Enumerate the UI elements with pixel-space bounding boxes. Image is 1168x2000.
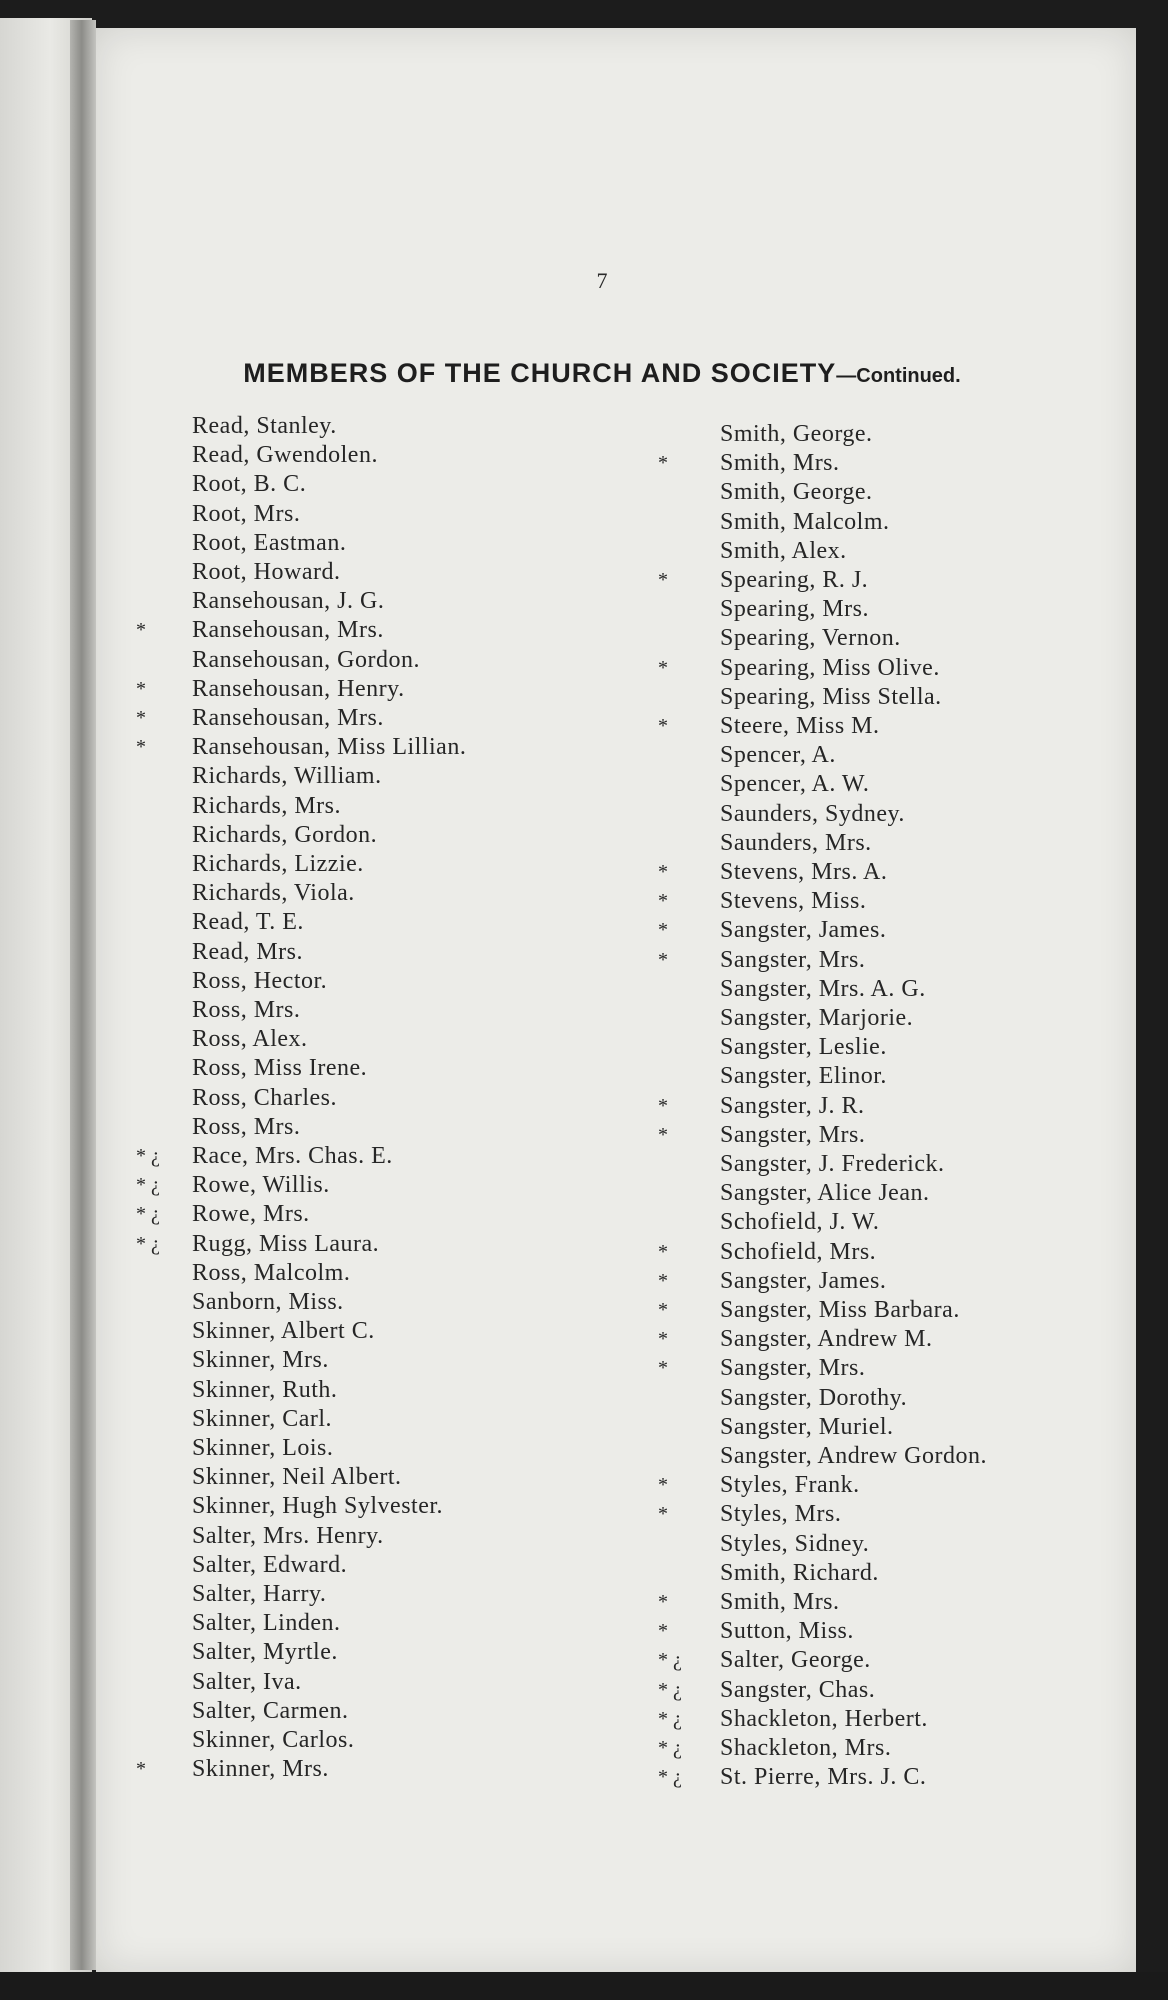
member-entry: Read, Mrs. [192, 938, 303, 965]
member-entry: Sangster, Mrs. A. G. [720, 975, 926, 1002]
member-entry: Ross, Mrs. [192, 997, 301, 1023]
member-mark: * [658, 656, 668, 679]
member-mark: * [658, 1269, 668, 1292]
member-mark: * [136, 619, 146, 642]
member-entry: Root, B. C. [192, 471, 307, 498]
member-mark: * [658, 569, 668, 591]
member-entry: Steere, Miss M. [720, 713, 880, 739]
member-entry: Ross, Mrs. [192, 1113, 301, 1140]
member-entry: Root, Eastman. [192, 529, 347, 556]
member-mark: * [136, 736, 146, 759]
member-entry: Salter, Carmen. [192, 1697, 349, 1724]
member-entry: Ross, Miss Irene. [192, 1055, 368, 1082]
member-entry: Ross, Malcolm. [192, 1259, 351, 1286]
member-mark: * [136, 677, 146, 700]
member-mark: * [658, 890, 668, 913]
book-spine [70, 20, 96, 1970]
member-entry: Spearing, Miss Stella. [720, 683, 942, 710]
member-entry: Ross, Charles. [192, 1084, 337, 1111]
member-entry: Sangster, Mrs. [720, 1121, 866, 1148]
member-entry: Salter, Mrs. Henry. [192, 1522, 384, 1549]
member-entry: St. Pierre, Mrs. J. C. [720, 1764, 927, 1791]
member-mark: * ¿ [658, 1649, 682, 1672]
member-entry: Salter, Linden. [192, 1610, 341, 1637]
member-entry: Ransehousan, Henry. [192, 675, 405, 702]
member-mark: * [658, 1328, 668, 1351]
member-mark: * ¿ [658, 1737, 682, 1759]
member-entry: Smith, Mrs. [720, 1589, 840, 1615]
page-number: 7 [596, 268, 608, 293]
member-entry: Sangster, J. Frederick. [720, 1151, 945, 1177]
member-entry: Spearing, Mrs. [720, 596, 869, 623]
member-entry: Race, Mrs. Chas. E. [192, 1143, 393, 1169]
heading-title: MEMBERS OF THE CHURCH AND SOCIETY [243, 358, 837, 388]
member-mark: * [658, 1357, 668, 1380]
member-entry: Smith, George. [720, 421, 873, 447]
member-entry: Rowe, Mrs. [192, 1201, 310, 1228]
member-mark: * [658, 715, 668, 737]
member-mark: * ¿ [658, 1678, 682, 1701]
member-entry: Smith, Richard. [720, 1559, 879, 1586]
member-mark: * ¿ [136, 1174, 160, 1197]
member-entry: Sangster, Chas. [720, 1676, 876, 1703]
member-entry: Skinner, Albert C. [192, 1318, 375, 1345]
member-mark: * [658, 861, 668, 883]
member-entry: Spearing, Vernon. [720, 625, 901, 652]
member-mark: * ¿ [136, 1232, 160, 1255]
member-entry: Read, T. E. [192, 909, 304, 936]
member-entry: Salter, George. [720, 1647, 871, 1674]
member-entry: Schofield, J. W. [720, 1209, 880, 1236]
member-entry: Ransehousan, Gordon. [192, 646, 420, 673]
member-entry: Saunders, Sydney. [720, 800, 905, 827]
member-entry: Sutton, Miss. [720, 1618, 854, 1645]
member-mark: * [658, 1094, 668, 1117]
member-entry: Sangster, Andrew M. [720, 1326, 933, 1353]
member-entry: Sangster, Marjorie. [720, 1005, 914, 1031]
member-entry: Sangster, James. [720, 1267, 887, 1294]
member-entry: Smith, Malcolm. [720, 508, 890, 535]
document-page [96, 28, 1136, 1973]
member-entry: Smith, Mrs. [720, 450, 840, 477]
member-entry: Sangster, James. [720, 917, 887, 944]
member-mark: * [658, 1240, 668, 1263]
member-entry: Styles, Frank. [720, 1472, 860, 1499]
member-entry: Skinner, Carl. [192, 1405, 333, 1432]
member-entry: Sangster, Mrs. [720, 946, 866, 973]
member-entry: Sangster, J. R. [720, 1092, 865, 1119]
member-mark: * [658, 452, 668, 475]
member-entry: Ransehousan, J. G. [192, 588, 385, 615]
member-entry: Read, Gwendolen. [192, 442, 378, 469]
member-entry: Spearing, R. J. [720, 567, 869, 593]
member-mark: * [658, 1123, 668, 1146]
member-entry: Ross, Hector. [192, 967, 328, 994]
heading-suffix: —Continued. [836, 365, 961, 387]
member-entry: Root, Mrs. [192, 500, 301, 527]
member-entry: Richards, Gordon. [192, 821, 378, 848]
member-entry: Skinner, Lois. [192, 1435, 334, 1461]
member-entry: Sangster, Leslie. [720, 1034, 887, 1061]
member-entry: Stevens, Mrs. A. [720, 859, 888, 885]
member-entry: Skinner, Mrs. [192, 1756, 329, 1783]
member-mark: * ¿ [136, 1203, 160, 1226]
member-entry: Ransehousan, Mrs. [192, 617, 384, 644]
member-entry: Richards, Mrs. [192, 792, 341, 819]
member-mark: * [136, 1758, 146, 1781]
member-entry: Richards, William. [192, 763, 382, 790]
member-mark: * [136, 707, 146, 729]
member-mark: * [658, 948, 668, 971]
member-entry: Styles, Mrs. [720, 1501, 842, 1528]
member-entry: Rugg, Miss Laura. [192, 1230, 380, 1257]
member-entry: Shackleton, Mrs. [720, 1735, 892, 1761]
member-mark: * [658, 1591, 668, 1613]
member-entry: Skinner, Mrs. [192, 1347, 329, 1374]
member-mark: * ¿ [658, 1707, 682, 1730]
member-entry: Sangster, Alice Jean. [720, 1180, 930, 1207]
member-entry: Ransehousan, Miss Lillian. [192, 734, 467, 761]
member-entry: Styles, Sidney. [720, 1530, 870, 1557]
member-entry: Saunders, Mrs. [720, 829, 872, 856]
member-entry: Skinner, Carlos. [192, 1727, 355, 1753]
member-mark: * [658, 919, 668, 942]
member-mark: * [658, 1474, 668, 1497]
page-heading [96, 358, 1108, 389]
member-entry: Ross, Alex. [192, 1026, 308, 1053]
member-entry: Richards, Lizzie. [192, 851, 364, 877]
member-mark: * ¿ [136, 1145, 160, 1167]
member-entry: Spencer, A. [720, 742, 836, 769]
member-entry: Salter, Edward. [192, 1551, 348, 1578]
member-entry: Schofield, Mrs. [720, 1238, 877, 1265]
member-entry: Richards, Viola. [192, 880, 355, 907]
member-entry: Spencer, A. W. [720, 771, 870, 798]
member-mark: * ¿ [658, 1766, 682, 1789]
member-mark: * [658, 1299, 668, 1321]
member-mark: * [658, 1620, 668, 1643]
scan-border [0, 1972, 1168, 2000]
member-entry: Read, Stanley. [192, 413, 337, 439]
member-entry: Sanborn, Miss. [192, 1289, 344, 1315]
member-entry: Sangster, Dorothy. [720, 1384, 908, 1411]
member-mark: * [658, 1503, 668, 1526]
member-entry: Smith, George. [720, 479, 873, 506]
member-entry: Smith, Alex. [720, 537, 847, 564]
member-entry: Stevens, Miss. [720, 888, 867, 915]
member-entry: Spearing, Miss Olive. [720, 654, 940, 681]
member-entry: Sangster, Elinor. [720, 1063, 887, 1090]
member-entry: Skinner, Hugh Sylvester. [192, 1493, 444, 1520]
member-entry: Salter, Iva. [192, 1668, 302, 1695]
member-entry: Sangster, Mrs. [720, 1355, 866, 1382]
member-entry: Sangster, Miss Barbara. [720, 1297, 960, 1323]
member-entry: Sangster, Andrew Gordon. [720, 1443, 987, 1469]
member-entry: Skinner, Neil Albert. [192, 1464, 402, 1491]
member-entry: Salter, Myrtle. [192, 1639, 338, 1666]
member-entry: Skinner, Ruth. [192, 1376, 338, 1403]
member-entry: Root, Howard. [192, 559, 341, 585]
member-entry: Salter, Harry. [192, 1581, 327, 1607]
member-entry: Rowe, Willis. [192, 1172, 330, 1199]
member-entry: Sangster, Muriel. [720, 1413, 894, 1440]
member-entry: Shackleton, Herbert. [720, 1705, 928, 1732]
member-entry: Ransehousan, Mrs. [192, 705, 384, 731]
